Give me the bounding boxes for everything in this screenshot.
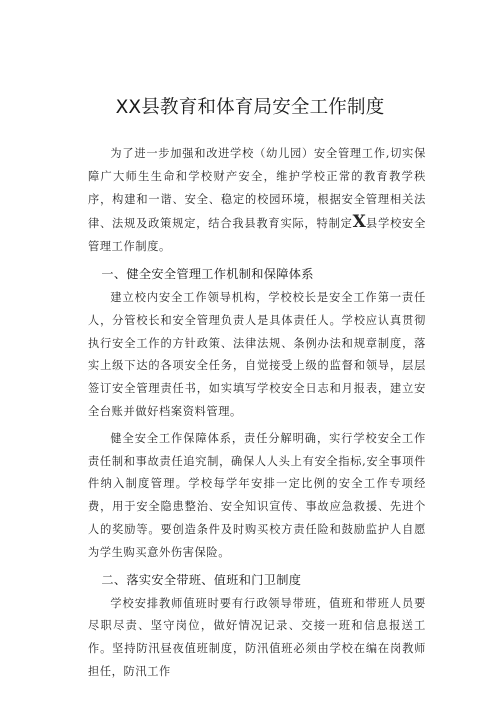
intro-text-end: 县学校安全管理工作制度。 xyxy=(88,217,426,254)
intro-text: 为了进一步加强和改进学校（幼儿园）安全管理工作,切实保障广大师生生命和学校财产安全，维护学校正常的教育教学秩序，构建和一谐、安全、稳定的校园环境，根据安全管理相关法律、法规及政策规定，结合我县教育实际，特制定 xyxy=(88,147,426,231)
section-1-paragraph-2: 健全安全工作保障体系，责任分解明确，实行学校安全工作责任制和事故责任追究制，确保人人头上有安全指标,安全事项件件纳入制度管理。学校每学年安排一定比例的安全工作专项经费，用于安全隐患整治、安全知识宣传、事故应急救援、先进个人的奖励等。要创造条件及时购买校方责任险和鼓励监护人自愿为学生购买意外伤害保险。 xyxy=(88,431,426,559)
document-title: XX县教育和体育局安全工作制度 xyxy=(115,97,385,118)
document-body xyxy=(88,143,426,688)
section-heading-2: 二、落实安全带班、值班和门卫制度 xyxy=(101,572,302,587)
section-2-paragraph-1: 学校安排教师值班时要有行政领导带班，值班和带班人员要尽职尽责、坚守岗位，做好情况记录、交接一班和信息报送工作。坚持防汛昼夜值班制度，防汛值班必须由学校在编在岗教师担任，防汛工作 xyxy=(88,596,426,678)
section-heading-1: 一、健全安全管理工作机制和保障体系 xyxy=(101,266,314,281)
intro-paragraph xyxy=(88,143,426,259)
section-1-paragraph-1: 建立校内安全工作领导机构，学校校长是安全工作第一责任人，分管校长和安全管理负责人是具体责任人。学校应认真贯彻执行安全工作的方针政策、法律法规、条例办法和规章制度，落实上级下达的各项安全任务，自觉接受上级的监督和领导，层层签订安全管理责任书，如实填写学校安全日志和月报表，建立安全台账并做好档案资料管理。 xyxy=(88,290,426,418)
intro-big-x: X xyxy=(352,212,366,233)
